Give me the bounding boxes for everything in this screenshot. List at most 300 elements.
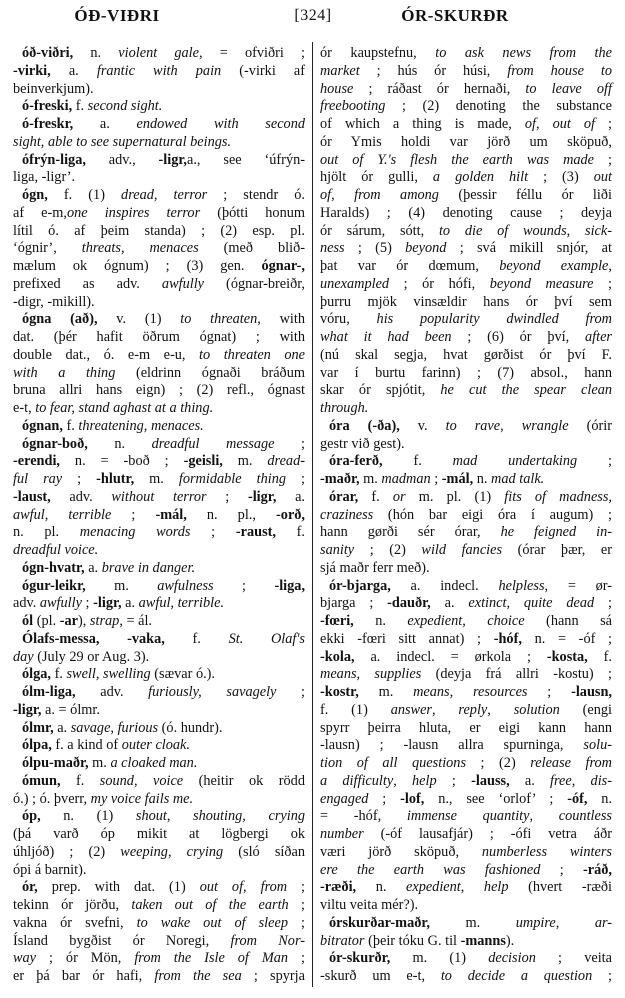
body-text: ).: [505, 932, 515, 949]
text-line: [13, 116, 305, 134]
body-text: ,: [133, 772, 153, 789]
definition-text: out of: [199, 879, 244, 896]
headword: -hóf,: [493, 630, 522, 647]
body-text: (pl.: [33, 613, 60, 629]
body-text: ; (2): [354, 542, 422, 558]
body-text: ;: [288, 950, 306, 967]
body-text: ;: [594, 595, 612, 612]
body-text: a. = ólmr.: [41, 701, 100, 718]
headword: ólmr,: [22, 719, 54, 736]
running-head-left: ÓÐ-VIÐRI: [74, 6, 160, 25]
headword: -dauðr,: [387, 595, 431, 612]
text-line: [13, 933, 305, 951]
text-line: [13, 684, 305, 702]
text-line: [13, 578, 305, 596]
body-text: adv.: [50, 488, 112, 505]
text-line: [13, 720, 305, 738]
headword: ólm-liga,: [22, 684, 76, 700]
body-text: (sló síðan: [223, 843, 305, 860]
definition-text: brave in danger.: [101, 559, 196, 576]
text-line: [320, 826, 612, 844]
definition-text: awfulness: [157, 577, 214, 594]
text-line: [320, 45, 612, 63]
definition-text: what it had been: [320, 329, 452, 345]
body-text: = -hóf,: [320, 808, 407, 825]
body-text: ; ór Mön,: [36, 950, 135, 967]
body-text: (deyja frá allri -kostu) ;: [421, 666, 612, 683]
body-text: n.: [353, 613, 408, 629]
definition-text: house: [320, 80, 354, 97]
body-text: ; (2) denoting the substance: [385, 98, 612, 115]
definition-text: helpless: [498, 577, 545, 594]
text-line: [320, 578, 612, 596]
body-text: ;: [540, 861, 584, 878]
body-text: n. pl.: [13, 524, 80, 541]
definition-text: craziness: [320, 506, 374, 523]
definition-text: release from: [530, 755, 612, 771]
definition-text: St. Olaf's: [228, 630, 305, 647]
body-text: ,: [153, 187, 174, 203]
left-column: [13, 45, 305, 986]
headword: órar,: [329, 488, 359, 505]
body-text: a.: [276, 488, 306, 505]
definition-text: number: [320, 826, 364, 842]
body-text: adv.: [13, 595, 40, 612]
body-text: f.: [72, 98, 88, 115]
body-text: ;: [286, 471, 305, 487]
body-text: er þá bar ór hafi,: [13, 968, 155, 984]
headword: óra-ferð,: [329, 453, 383, 470]
definition-text: expedient: [407, 613, 463, 629]
definition-text: savage, furious: [70, 719, 159, 736]
definition-text: from the Isle of Man: [134, 950, 289, 967]
definition-text: awful, terrible: [13, 506, 112, 523]
text-line: [13, 542, 305, 560]
body-text: þurru mjök vinsældir hans ór því sem: [320, 293, 612, 310]
text-line: [320, 436, 612, 454]
text-line: [320, 507, 612, 525]
text-line: [13, 755, 305, 773]
text-line: [13, 666, 305, 684]
text-line: [13, 223, 305, 241]
body-text: a. indecl.: [390, 577, 499, 594]
text-line: [320, 631, 612, 649]
body-text: (sævar ó.).: [150, 666, 216, 683]
text-line: [13, 524, 305, 542]
definition-text: means, resources: [413, 684, 528, 700]
text-line: [320, 755, 612, 773]
definition-text: expedient: [406, 879, 461, 896]
text-line: [320, 862, 612, 880]
text-line: [320, 134, 612, 152]
body-text: (engi: [559, 701, 612, 718]
text-line: [320, 489, 612, 507]
text-line: [13, 436, 305, 454]
body-text: e-t,: [13, 400, 36, 416]
headword: -manns: [460, 932, 506, 949]
definition-text: terror: [173, 187, 208, 203]
body-text: ;: [276, 684, 305, 700]
headword: -kostr,: [320, 684, 359, 700]
headword: -fœri,: [320, 613, 354, 629]
text-line: [13, 862, 305, 880]
text-line: [320, 471, 612, 489]
definition-text: ere the earth was fashioned: [320, 861, 541, 878]
text-line: [13, 45, 305, 63]
definition-text: to ask news from the: [435, 45, 612, 61]
text-line: [320, 258, 612, 276]
body-text: ;: [206, 488, 248, 505]
text-line: [320, 666, 612, 684]
body-text: a.: [84, 559, 102, 576]
definition-text: one inspires terror: [66, 204, 201, 221]
text-line: [13, 737, 305, 755]
headword: óra (-ða),: [329, 417, 400, 434]
headword: ólpa,: [22, 737, 52, 754]
definition-text: beyond example,: [499, 258, 612, 274]
text-line: [320, 453, 612, 471]
text-line: [320, 897, 612, 915]
definition-text: engaged: [320, 790, 369, 807]
headword: Ólafs-messa, -vaka,: [22, 630, 165, 647]
headword: ó-freskr,: [22, 116, 74, 132]
headword: ógnar-,: [261, 258, 305, 274]
body-text: a.: [73, 116, 137, 132]
body-text: ;: [368, 790, 401, 807]
text-line: [13, 152, 305, 170]
body-text: -skurð um e-t,: [320, 968, 441, 984]
body-text: prep. with dat. (1): [37, 879, 200, 896]
text-line: [13, 169, 305, 187]
text-line: [320, 737, 612, 755]
body-text: ;: [287, 879, 306, 896]
definition-text: choice: [487, 613, 525, 629]
body-text: ópi á barnit).: [13, 861, 87, 878]
text-line: [13, 418, 305, 436]
body-text: ,: [243, 879, 261, 896]
headword: -raust,: [235, 524, 276, 541]
definition-text: violent gale: [118, 45, 199, 61]
body-text: ;: [593, 275, 612, 292]
definition-text: out of Y.'s flesh the earth was made: [320, 151, 595, 168]
headword: ógnar-boð,: [22, 435, 88, 452]
definition-text: wild fancies: [421, 542, 503, 558]
headword: -mál,: [155, 506, 187, 523]
body-text: f.: [382, 453, 453, 470]
definition-text: dread-: [267, 453, 305, 470]
definition-text: way: [13, 950, 37, 967]
text-line: [13, 98, 305, 116]
body-text: ‘ógnir’,: [13, 240, 82, 257]
body-text: ; ór hófi,: [389, 275, 490, 292]
right-column: [320, 45, 612, 986]
body-text: f.: [62, 417, 79, 434]
headword: órskurðar-maðr,: [329, 914, 430, 931]
definition-text: sick-: [585, 222, 612, 239]
text-line: [320, 595, 612, 613]
definition-text: ness: [320, 240, 345, 257]
definition-text: awfully: [161, 275, 205, 292]
definition-text: sight, able to see supernatural beings.: [13, 133, 232, 150]
text-line: [320, 116, 612, 134]
definition-text: menacing words: [79, 524, 191, 541]
body-text: double dat., ó. e-m e-u,: [13, 346, 200, 363]
body-text: , = ør-: [544, 577, 613, 594]
text-line: [320, 791, 612, 809]
body-text: prefixed as adv.: [13, 275, 162, 292]
body-text: hjölt ór gulli,: [320, 169, 433, 186]
body-text: f.: [275, 524, 305, 541]
body-text: vakna ór svefni,: [13, 914, 137, 931]
definition-text: to threaten one: [199, 346, 305, 363]
body-text: bruna allri hans eign) ; (2) refl., ógnast: [13, 382, 305, 399]
body-text: adv.: [75, 684, 149, 700]
text-line: [320, 613, 612, 631]
body-text: (nú skal segja, hvat gørðist ór því F.: [320, 346, 612, 363]
text-line: [13, 791, 305, 809]
body-text: ;: [436, 772, 472, 789]
headword: -mál,: [441, 471, 474, 487]
headword: óp,: [22, 808, 41, 825]
text-line: [13, 613, 305, 631]
text-line: [320, 418, 612, 436]
text-line: [320, 382, 612, 400]
definition-text: endowed with second: [136, 116, 305, 132]
text-line: [13, 240, 305, 258]
text-line: [320, 773, 612, 791]
definition-text: to threaten: [180, 311, 258, 328]
definition-text: decision: [488, 950, 536, 967]
definition-text: voice: [153, 772, 184, 789]
body-text: a.: [509, 772, 551, 789]
definition-text: to die of wounds: [438, 222, 567, 239]
text-line: [13, 81, 305, 99]
body-text: f. (1): [47, 187, 122, 203]
text-line: [13, 382, 305, 400]
definition-text: from Nor-: [230, 932, 305, 949]
text-line: [320, 63, 612, 81]
body-text: (ógnar-breiðr,: [204, 275, 305, 292]
headword: -ræði,: [320, 879, 357, 896]
text-line: [13, 258, 305, 276]
definition-text: crying: [268, 808, 305, 825]
body-text: ; veita: [535, 950, 612, 967]
body-text: -digr, -mikill).: [13, 293, 95, 310]
definition-text: tion of all questions: [320, 755, 467, 771]
body-text: -lausn) ; -lausn allra spurninga,: [320, 737, 584, 754]
body-text: ,: [432, 701, 459, 718]
body-text: m.: [358, 684, 414, 700]
definition-text: dreadful voice.: [13, 542, 99, 558]
body-text: ;: [62, 471, 97, 487]
text-line: [320, 152, 612, 170]
body-text: f.: [51, 666, 67, 683]
text-line: [13, 631, 305, 649]
definition-text: he feigned in-: [500, 524, 612, 541]
definition-text: wrangle: [521, 417, 569, 434]
text-line: [320, 844, 612, 862]
body-text: ;: [213, 577, 275, 594]
headword: ól: [22, 613, 34, 629]
definition-text: sound: [99, 772, 134, 789]
body-text: (eldrinn ógnaði bráðum: [115, 364, 305, 381]
body-text: ;: [274, 435, 306, 452]
headword: -ligr,: [13, 701, 42, 718]
definition-text: mad talk.: [491, 471, 545, 487]
definition-text: awful, terrible.: [138, 595, 225, 612]
body-text: af e-m,: [13, 204, 67, 221]
text-line: [13, 471, 305, 489]
definition-text: a golden hilt: [432, 169, 529, 186]
body-text: , = ofviðri ;: [198, 45, 306, 61]
definition-text: he cut the spear clean: [440, 382, 612, 399]
body-text: m. (1): [390, 950, 489, 967]
text-line: [13, 365, 305, 383]
definition-text: his popularity dwindled from: [376, 311, 612, 328]
definition-text: shout: [135, 808, 167, 825]
headword: -liga,: [274, 577, 306, 594]
body-text: beinverkjum).: [13, 80, 94, 97]
definition-text: means, supplies: [320, 666, 422, 683]
text-line: [320, 879, 612, 897]
body-text: ;: [594, 151, 612, 168]
body-text: ,: [500, 417, 522, 434]
headword: ó-freski,: [22, 98, 73, 115]
headword: -lausn,: [571, 684, 613, 700]
text-line: [13, 347, 305, 365]
definition-text: or: [392, 488, 406, 505]
body-text: v. (1): [97, 311, 181, 328]
text-line: [320, 702, 612, 720]
headword: ógn,: [22, 187, 48, 203]
text-line: [13, 507, 305, 525]
text-line: [13, 489, 305, 507]
text-line: [13, 453, 305, 471]
definition-text: furiously, savagely: [148, 684, 277, 700]
text-line: [320, 365, 612, 383]
definition-text: shouting: [193, 808, 243, 825]
definition-text: beyond: [405, 240, 447, 257]
body-text: n. = -boð ;: [60, 453, 184, 470]
body-text: , = ál.: [119, 613, 153, 629]
body-text: viltu veita mér?).: [320, 897, 419, 913]
body-text: f.: [587, 648, 612, 665]
definition-text: solution: [513, 701, 560, 718]
body-text: m.: [88, 755, 111, 771]
text-line: [13, 808, 305, 826]
body-text: ;: [430, 471, 442, 487]
text-line: [13, 205, 305, 223]
definition-text: awfully: [39, 595, 82, 612]
body-text: f. (1): [320, 701, 391, 718]
column-divider: [312, 42, 313, 987]
text-line: [13, 844, 305, 862]
text-line: [13, 187, 305, 205]
text-line: [320, 240, 612, 258]
body-text: ,: [462, 613, 488, 629]
headword: -kola,: [320, 648, 355, 665]
body-text: a., see ‘úfrýn-: [187, 151, 305, 168]
body-text: (July 29 or Aug. 3).: [33, 648, 150, 665]
definition-text: of, from among: [320, 187, 439, 203]
text-line: [13, 968, 305, 986]
body-text: dat. (þér hafit öðrum ógnat) ; with: [13, 329, 305, 345]
headword: ólpu-maðr,: [22, 755, 89, 771]
body-text: lítil ó. af þeim standa) ; (2) esp. pl.: [13, 222, 305, 239]
headword: -geisli,: [183, 453, 223, 470]
body-text: , with: [257, 311, 305, 328]
body-text: n. = -óf ;: [521, 630, 612, 647]
body-text: ,: [242, 808, 269, 825]
text-line: [320, 933, 612, 951]
definition-text: threatening, menaces.: [78, 417, 204, 434]
headword: ógnan,: [22, 417, 63, 434]
body-text: m. pl. (1): [405, 488, 505, 505]
text-line: [320, 294, 612, 312]
text-line: [320, 968, 612, 986]
body-text: ;: [111, 506, 156, 523]
body-text: n.: [87, 435, 152, 452]
body-text: n. pl.,: [186, 506, 277, 523]
definition-text: through.: [320, 400, 369, 416]
definition-text: to leave off: [525, 80, 612, 97]
body-text: (hann sá: [524, 613, 612, 629]
headword: -orð,: [276, 506, 306, 523]
definition-text: threats, menaces: [81, 240, 199, 257]
text-line: [320, 560, 612, 578]
definition-text: to decide a question: [440, 968, 593, 984]
headword: ór,: [22, 879, 38, 896]
body-text: ;: [288, 914, 305, 931]
body-text: m.: [359, 471, 382, 487]
definition-text: to fear, stand aghast at a thing.: [35, 400, 214, 416]
body-text: (ó. hundr).: [158, 719, 223, 736]
headword: ór-skurðr,: [329, 950, 391, 967]
body-text: hann gørði sér órar,: [320, 524, 501, 541]
body-text: f.: [60, 772, 100, 789]
body-text: bjarga ;: [320, 595, 388, 612]
text-line: [320, 720, 612, 738]
body-text: (þessir féllu ór liði: [438, 187, 612, 203]
text-line: [320, 276, 612, 294]
headword: -ligr,: [158, 151, 188, 168]
body-text: f. a kind of: [51, 737, 122, 754]
definition-text: unexampled: [320, 275, 390, 292]
text-line: [320, 81, 612, 99]
definition-text: taken out of the earth: [131, 897, 289, 913]
body-text: f.: [358, 488, 393, 505]
text-line: [320, 169, 612, 187]
body-text: a.: [121, 595, 139, 612]
headword: ófrýn-liga,: [22, 151, 86, 168]
definition-text: outer cloak.: [121, 737, 190, 754]
body-text: (hón bar eigi óra í augum) ;: [373, 506, 612, 523]
body-text: v.: [399, 417, 446, 434]
text-line: [320, 649, 612, 667]
body-text: ór Ymis holdi var jörð um sköpuð,: [320, 133, 612, 150]
body-text: úhljóð) ; (2): [13, 843, 121, 860]
definition-text: countless: [558, 808, 612, 825]
headword: -kosta,: [546, 648, 588, 665]
body-text: (-óf lausafjár) ; -ófi vetra áðr: [363, 826, 612, 842]
body-text: a.: [430, 595, 469, 612]
running-head-right: ÓR-SKURÐR: [401, 6, 509, 25]
headword: -ráð,: [583, 861, 613, 878]
body-text: ,: [460, 879, 484, 896]
body-text: m.: [222, 453, 268, 470]
text-line: [320, 524, 612, 542]
body-text: ;: [190, 524, 236, 541]
